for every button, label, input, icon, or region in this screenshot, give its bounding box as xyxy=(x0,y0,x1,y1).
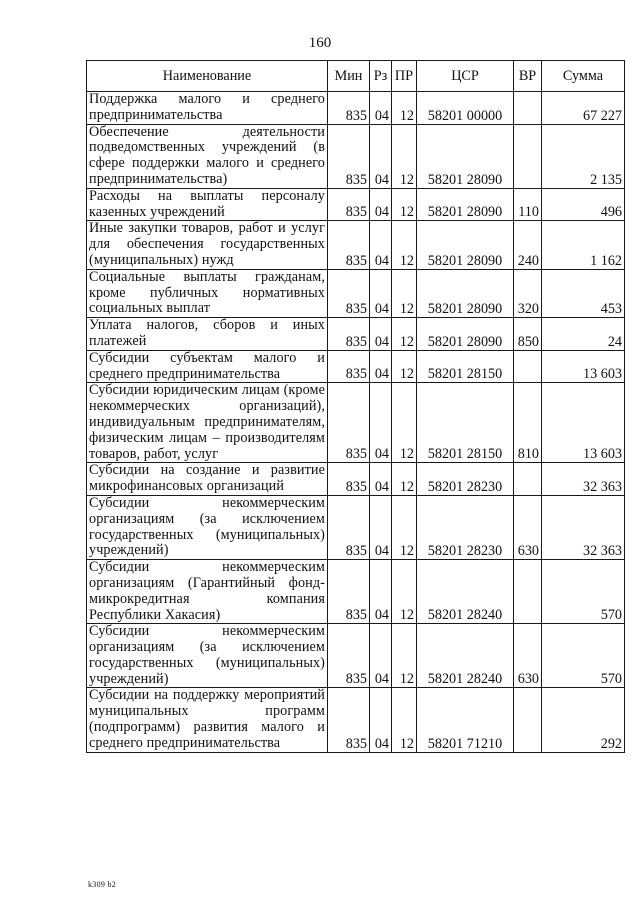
cell-min: 835 xyxy=(328,560,370,624)
cell-pr: 12 xyxy=(392,560,417,624)
cell-vr: 850 xyxy=(514,318,542,351)
header-sum: Сумма xyxy=(542,61,625,92)
cell-csr: 58201 28230 xyxy=(417,495,514,559)
cell-min: 835 xyxy=(328,124,370,188)
cell-vr xyxy=(514,92,542,125)
cell-vr: 240 xyxy=(514,221,542,269)
cell-sum: 32 363 xyxy=(542,495,625,559)
cell-rz: 04 xyxy=(370,188,392,221)
cell-vr: 630 xyxy=(514,495,542,559)
cell-rz: 04 xyxy=(370,269,392,317)
cell-name: Субсидии субъектам малого и среднего предпринимательства xyxy=(87,350,328,383)
table-row xyxy=(87,383,625,463)
cell-pr: 12 xyxy=(392,221,417,269)
cell-csr: 58201 00000 xyxy=(417,92,514,125)
header-pr: ПР xyxy=(392,61,417,92)
cell-sum: 13 603 xyxy=(542,383,625,463)
cell-pr: 12 xyxy=(392,350,417,383)
cell-rz: 04 xyxy=(370,624,392,688)
cell-name: Социальные выплаты гражданам, кроме публичных нормативных социальных выплат xyxy=(87,269,328,317)
cell-pr: 12 xyxy=(392,92,417,125)
header-csr: ЦСР xyxy=(417,61,514,92)
cell-pr: 12 xyxy=(392,318,417,351)
cell-sum: 13 603 xyxy=(542,350,625,383)
cell-min: 835 xyxy=(328,188,370,221)
cell-min: 835 xyxy=(328,350,370,383)
cell-name: Обеспечение деятельности подведомственных учреждений (в сфере поддержки малого и среднего предпринимательства) xyxy=(87,124,328,188)
footer-code: k309 b2 xyxy=(88,880,117,889)
cell-name: Поддержка малого и среднего предпринимательства xyxy=(87,92,328,125)
cell-csr: 58201 28150 xyxy=(417,383,514,463)
cell-min: 835 xyxy=(328,269,370,317)
table-row xyxy=(87,221,625,269)
cell-sum: 570 xyxy=(542,560,625,624)
cell-sum: 292 xyxy=(542,688,625,752)
cell-csr: 58201 28090 xyxy=(417,124,514,188)
cell-sum: 32 363 xyxy=(542,463,625,496)
cell-pr: 12 xyxy=(392,624,417,688)
cell-csr: 58201 28090 xyxy=(417,221,514,269)
cell-rz: 04 xyxy=(370,124,392,188)
cell-sum: 570 xyxy=(542,624,625,688)
cell-rz: 04 xyxy=(370,383,392,463)
cell-vr: 630 xyxy=(514,624,542,688)
table-row xyxy=(87,624,625,688)
cell-min: 835 xyxy=(328,221,370,269)
cell-name: Субсидии некоммерческим организациям (за исключением государственных (муниципальных) учреждений) xyxy=(87,495,328,559)
cell-name: Субсидии на поддержку мероприятий муниципальных программ (подпрограмм) развития малого и среднего предпринимательства xyxy=(87,688,328,752)
cell-rz: 04 xyxy=(370,92,392,125)
cell-vr xyxy=(514,688,542,752)
cell-rz: 04 xyxy=(370,495,392,559)
header-rz: Рз xyxy=(370,61,392,92)
cell-sum: 67 227 xyxy=(542,92,625,125)
cell-rz: 04 xyxy=(370,350,392,383)
header-name: Наименование xyxy=(87,61,328,92)
cell-vr: 110 xyxy=(514,188,542,221)
cell-min: 835 xyxy=(328,463,370,496)
cell-vr xyxy=(514,463,542,496)
cell-name: Иные закупки товаров, работ и услуг для обеспечения государственных (муниципальных) нужд xyxy=(87,221,328,269)
cell-min: 835 xyxy=(328,383,370,463)
cell-name: Расходы на выплаты персоналу казенных учреждений xyxy=(87,188,328,221)
budget-table xyxy=(86,60,625,753)
cell-rz: 04 xyxy=(370,463,392,496)
cell-min: 835 xyxy=(328,495,370,559)
table-row xyxy=(87,269,625,317)
table-row xyxy=(87,318,625,351)
table-row xyxy=(87,188,625,221)
cell-vr xyxy=(514,560,542,624)
table-row xyxy=(87,350,625,383)
table-body xyxy=(87,92,625,753)
cell-sum: 24 xyxy=(542,318,625,351)
cell-pr: 12 xyxy=(392,383,417,463)
cell-csr: 58201 28240 xyxy=(417,624,514,688)
cell-rz: 04 xyxy=(370,318,392,351)
cell-csr: 58201 71210 xyxy=(417,688,514,752)
page-number: 160 xyxy=(308,35,332,51)
table-row xyxy=(87,560,625,624)
table-row xyxy=(87,688,625,752)
cell-sum: 1 162 xyxy=(542,221,625,269)
header-vr: ВР xyxy=(514,61,542,92)
cell-csr: 58201 28090 xyxy=(417,318,514,351)
cell-min: 835 xyxy=(328,624,370,688)
table-row xyxy=(87,463,625,496)
cell-csr: 58201 28090 xyxy=(417,188,514,221)
cell-pr: 12 xyxy=(392,269,417,317)
cell-rz: 04 xyxy=(370,221,392,269)
cell-pr: 12 xyxy=(392,124,417,188)
cell-sum: 2 135 xyxy=(542,124,625,188)
cell-csr: 58201 28150 xyxy=(417,350,514,383)
cell-name: Субсидии некоммерческим организациям (Гарантийный фонд-микрокредитная компания Республики Хакасия) xyxy=(87,560,328,624)
cell-min: 835 xyxy=(328,318,370,351)
cell-name: Субсидии на создание и развитие микрофинансовых организаций xyxy=(87,463,328,496)
cell-pr: 12 xyxy=(392,688,417,752)
table-header-row xyxy=(87,61,625,92)
cell-vr: 320 xyxy=(514,269,542,317)
cell-pr: 12 xyxy=(392,495,417,559)
cell-name: Субсидии юридическим лицам (кроме некоммерческих организаций), индивидуальным предпринимателям, физическим лицам – производителям товаров, работ, услуг xyxy=(87,383,328,463)
cell-name: Уплата налогов, сборов и иных платежей xyxy=(87,318,328,351)
header-min: Мин xyxy=(328,61,370,92)
cell-rz: 04 xyxy=(370,688,392,752)
cell-rz: 04 xyxy=(370,560,392,624)
cell-vr xyxy=(514,350,542,383)
table-row xyxy=(87,124,625,188)
cell-csr: 58201 28230 xyxy=(417,463,514,496)
table-row xyxy=(87,92,625,125)
cell-pr: 12 xyxy=(392,188,417,221)
cell-pr: 12 xyxy=(392,463,417,496)
cell-vr xyxy=(514,124,542,188)
cell-vr: 810 xyxy=(514,383,542,463)
cell-min: 835 xyxy=(328,92,370,125)
table-row xyxy=(87,495,625,559)
cell-name: Субсидии некоммерческим организациям (за исключением государственных (муниципальных) учреждений) xyxy=(87,624,328,688)
cell-min: 835 xyxy=(328,688,370,752)
cell-csr: 58201 28090 xyxy=(417,269,514,317)
cell-sum: 496 xyxy=(542,188,625,221)
cell-csr: 58201 28240 xyxy=(417,560,514,624)
cell-sum: 453 xyxy=(542,269,625,317)
